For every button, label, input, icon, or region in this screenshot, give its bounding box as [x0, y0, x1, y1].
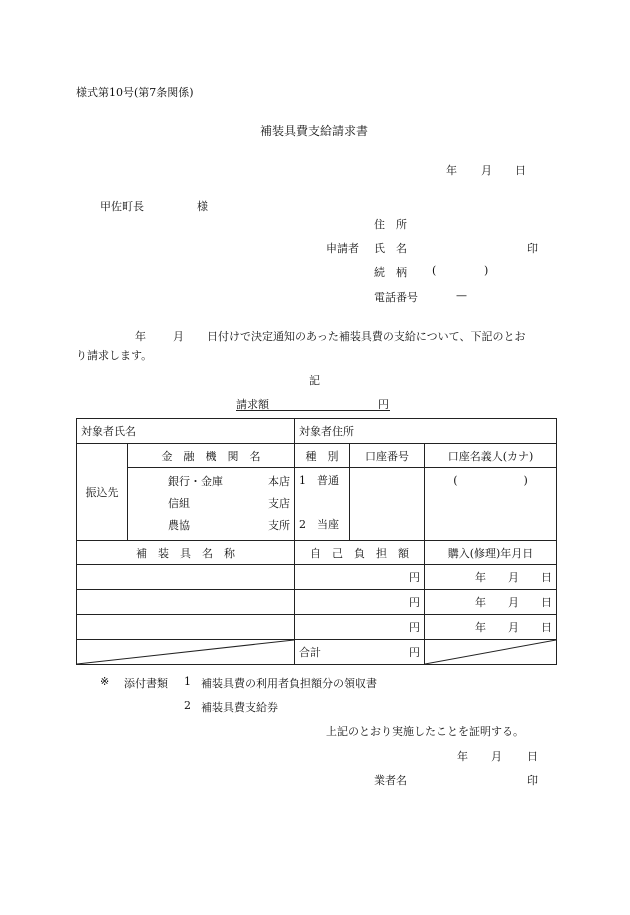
branch-type-label: 支所	[268, 519, 290, 532]
self-pay-header: 自 己 負 担 額	[295, 541, 425, 565]
amount-unit: 円	[295, 590, 425, 615]
bank-cell	[128, 468, 295, 541]
branch-type-label: 本店	[268, 475, 290, 488]
applicant-relation-label: 続 柄	[374, 266, 407, 279]
relation-paren-close: )	[484, 264, 489, 277]
holder-header: 口座名義人(カナ)	[425, 444, 557, 468]
account-no-header: 口座番号	[350, 444, 425, 468]
attachment-no: 1	[184, 675, 191, 688]
branch-type-label: 支店	[268, 497, 290, 510]
relation-paren-open: (	[432, 264, 437, 277]
attachment-text: 補装具費の利用者負担額分の領収書	[201, 677, 377, 690]
attachments-label: 添付書類	[124, 677, 168, 690]
bank-type-label: 農協	[168, 519, 190, 532]
purchase-header: 購入(修理)年月日	[425, 541, 557, 565]
table-row	[77, 565, 557, 590]
month-label: 月	[481, 164, 492, 177]
addressee-honorific: 様	[197, 200, 208, 213]
day-label: 日	[515, 164, 526, 177]
account-no-cell	[350, 468, 425, 541]
target-name-label: 対象者氏名	[81, 425, 136, 438]
type-cell	[295, 468, 350, 541]
purchase-date: 年 月 日	[425, 590, 557, 615]
applicant-seal: 印	[527, 242, 538, 255]
vendor-seal: 印	[527, 774, 538, 787]
attachment-text: 補装具費支給券	[201, 701, 278, 714]
type-option-regular: 1 普通	[299, 474, 339, 487]
ki-label: 記	[309, 374, 320, 387]
bank-type-label: 信組	[168, 497, 190, 510]
cert-day: 日	[527, 750, 538, 763]
type-header: 種 別	[295, 444, 350, 468]
body-line1: 日付けで決定通知のあった補装具費の支給について、下記のとお	[207, 330, 526, 343]
target-address-row	[295, 419, 557, 444]
year-label: 年	[446, 164, 457, 177]
total-unit: 円	[409, 646, 420, 659]
cert-month: 月	[491, 750, 502, 763]
phone-dash: —	[456, 289, 467, 302]
applicant-name-label: 氏 名	[374, 242, 407, 255]
applicant-address-label: 住 所	[374, 218, 407, 231]
addressee-name: 甲佐町長	[100, 200, 144, 213]
amount-unit: 円	[295, 565, 425, 590]
claim-amount-unit: 円	[378, 398, 389, 411]
furikomi-cell	[77, 444, 128, 541]
applicant-label: 申請者	[326, 242, 359, 255]
target-name-row	[77, 419, 295, 444]
holder-paren: ( )	[453, 474, 528, 487]
total-label: 合計	[299, 646, 321, 659]
holder-cell	[425, 468, 557, 541]
document-title: 補装具費支給請求書	[260, 124, 369, 138]
device-header: 補 装 具 名 称	[77, 541, 295, 565]
total-diagonal-right	[425, 640, 557, 665]
type-option-current: 2 当座	[299, 518, 339, 531]
total-diagonal-left	[77, 640, 295, 665]
body-line2: り請求します。	[76, 349, 153, 362]
note-mark: ※	[100, 675, 110, 688]
furikomi-label: 振込先	[85, 486, 119, 499]
cert-year: 年	[457, 750, 468, 763]
attachment-no: 2	[184, 699, 191, 712]
body-year: 年	[135, 330, 146, 343]
purchase-date: 年 月 日	[425, 615, 557, 640]
form-number: 様式第10号(第7条関係)	[76, 86, 194, 99]
bank-header: 金 融 機 関 名	[128, 444, 295, 468]
amount-unit: 円	[295, 615, 425, 640]
vendor-label: 業者名	[374, 774, 407, 787]
purchase-date: 年 月 日	[425, 565, 557, 590]
target-address-label: 対象者住所	[299, 425, 354, 438]
total-row	[77, 640, 557, 665]
claim-amount-label: 請求額	[236, 398, 269, 411]
body-month: 月	[173, 330, 184, 343]
claim-table	[76, 418, 557, 665]
table-row	[77, 590, 557, 615]
bank-type-label: 銀行・金庫	[168, 475, 223, 488]
certification-text: 上記のとおり実施したことを証明する。	[326, 725, 524, 738]
applicant-phone-label: 電話番号	[374, 291, 418, 304]
table-row	[77, 615, 557, 640]
total-cell	[295, 640, 425, 665]
